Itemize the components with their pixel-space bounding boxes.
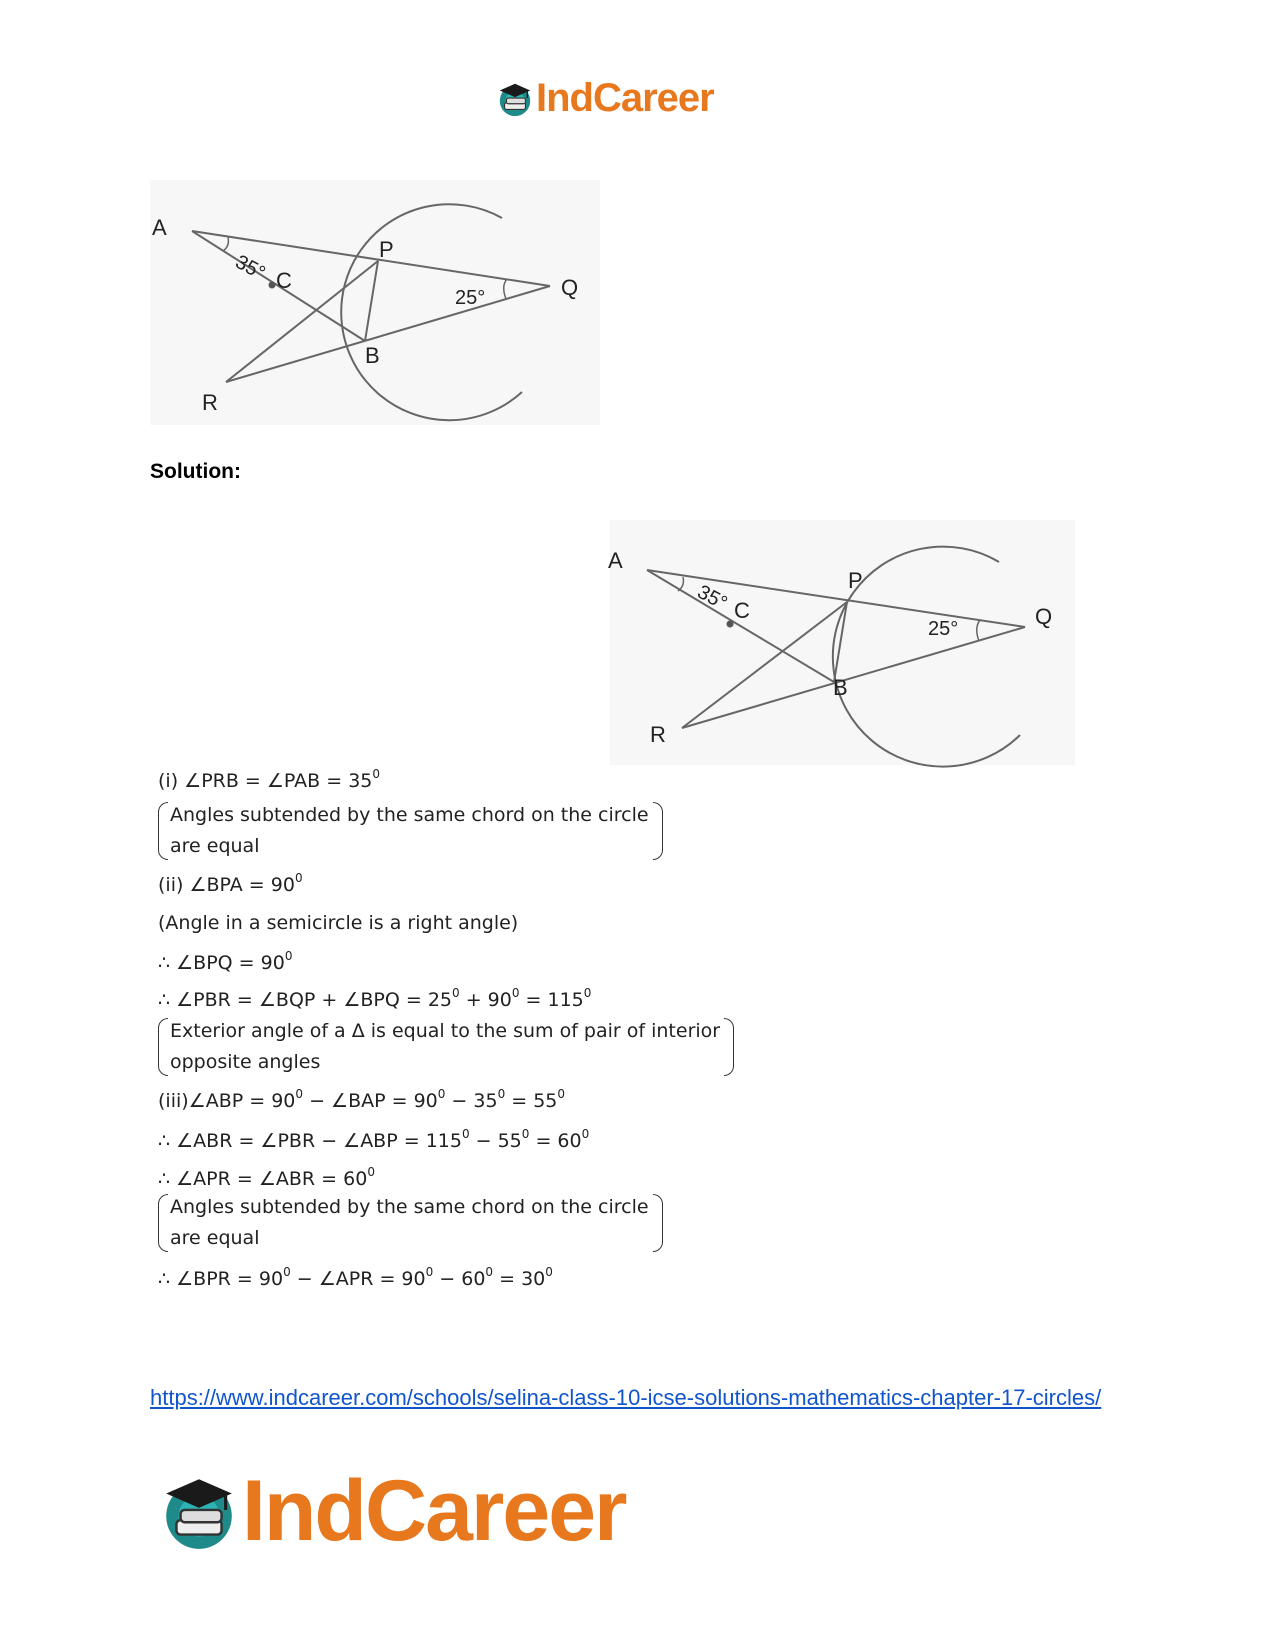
step-ii: (ii) ∠BPA = $90^0$ — [158, 871, 303, 896]
chord-PB — [365, 261, 378, 341]
graduation-cap-icon — [158, 1471, 240, 1553]
label-P: P — [379, 237, 394, 262]
solution-figure — [610, 520, 1075, 765]
step-line: ∴ ∠ABR = ∠PBR − ∠ABP = $115^0 - 55^0 = 60^0$ — [158, 1127, 590, 1152]
header-logo — [496, 76, 714, 121]
solution-heading: Solution: — [150, 460, 241, 483]
reason-note: Angles subtended by the same chord on the circle are equal — [158, 800, 663, 862]
step-iii: (iii)∠ABP = $90^0$ − ∠BAP = $90^0 - 35^0 = 55^0$ — [158, 1087, 566, 1112]
logo-text: IndCareer — [536, 76, 714, 120]
logo-text: IndCareer — [242, 1463, 626, 1559]
line-RQ — [226, 286, 550, 382]
line-AB — [647, 570, 834, 682]
reason-note: Exterior angle of a Δ is equal to the sum of pair of interior opposite angles — [158, 1016, 734, 1078]
label-C: C — [734, 598, 750, 623]
step-line: ∴ ∠BPR = $90^0$ − ∠APR = $90^0 - 60^0 = 30^0$ — [158, 1265, 553, 1290]
circle-arc — [341, 204, 522, 420]
angle-label-Q: 25° — [455, 287, 486, 309]
label-C: C — [276, 268, 292, 293]
label-Q: Q — [561, 275, 579, 300]
label-A: A — [608, 548, 623, 573]
angle-label-A: 35° — [231, 250, 269, 285]
question-figure — [150, 180, 600, 425]
graduation-cap-icon — [496, 80, 534, 118]
label-A: A — [152, 215, 167, 240]
line-RQ — [682, 627, 1025, 728]
step-i: (i) ∠PRB = ∠PAB = $35^0$ — [158, 767, 381, 792]
label-Q: Q — [1035, 604, 1053, 629]
angle-label-Q: 25° — [928, 618, 959, 640]
line-RP — [682, 602, 847, 728]
center-point — [727, 621, 734, 628]
source-link[interactable]: https://www.indcareer.com/schools/selina-class-10-icse-solutions-mathematics-chapter-17-circles/ — [150, 1385, 1102, 1410]
label-P: P — [848, 568, 863, 593]
label-R: R — [202, 390, 218, 415]
reason-note: (Angle in a semicircle is a right angle) — [158, 912, 519, 934]
step-line: ∴ ∠PBR = ∠BQP + ∠BPQ = $25^0 + 90^0 = 115^0$ — [158, 986, 592, 1011]
step-line: ∴ ∠APR = ∠ABR = $60^0$ — [158, 1165, 375, 1190]
step-line: ∴ ∠BPQ = $90^0$ — [158, 949, 293, 974]
label-R: R — [650, 722, 666, 747]
center-point — [269, 282, 276, 289]
angle-arc-Q — [977, 620, 980, 641]
angle-arc-A — [223, 237, 228, 251]
angle-label-A: 35° — [693, 580, 731, 615]
label-B: B — [365, 343, 380, 368]
angle-arc-Q — [504, 279, 507, 299]
footer-logo — [158, 1462, 626, 1561]
reason-note: Angles subtended by the same chord on the circle are equal — [158, 1192, 663, 1254]
label-B: B — [833, 675, 848, 700]
